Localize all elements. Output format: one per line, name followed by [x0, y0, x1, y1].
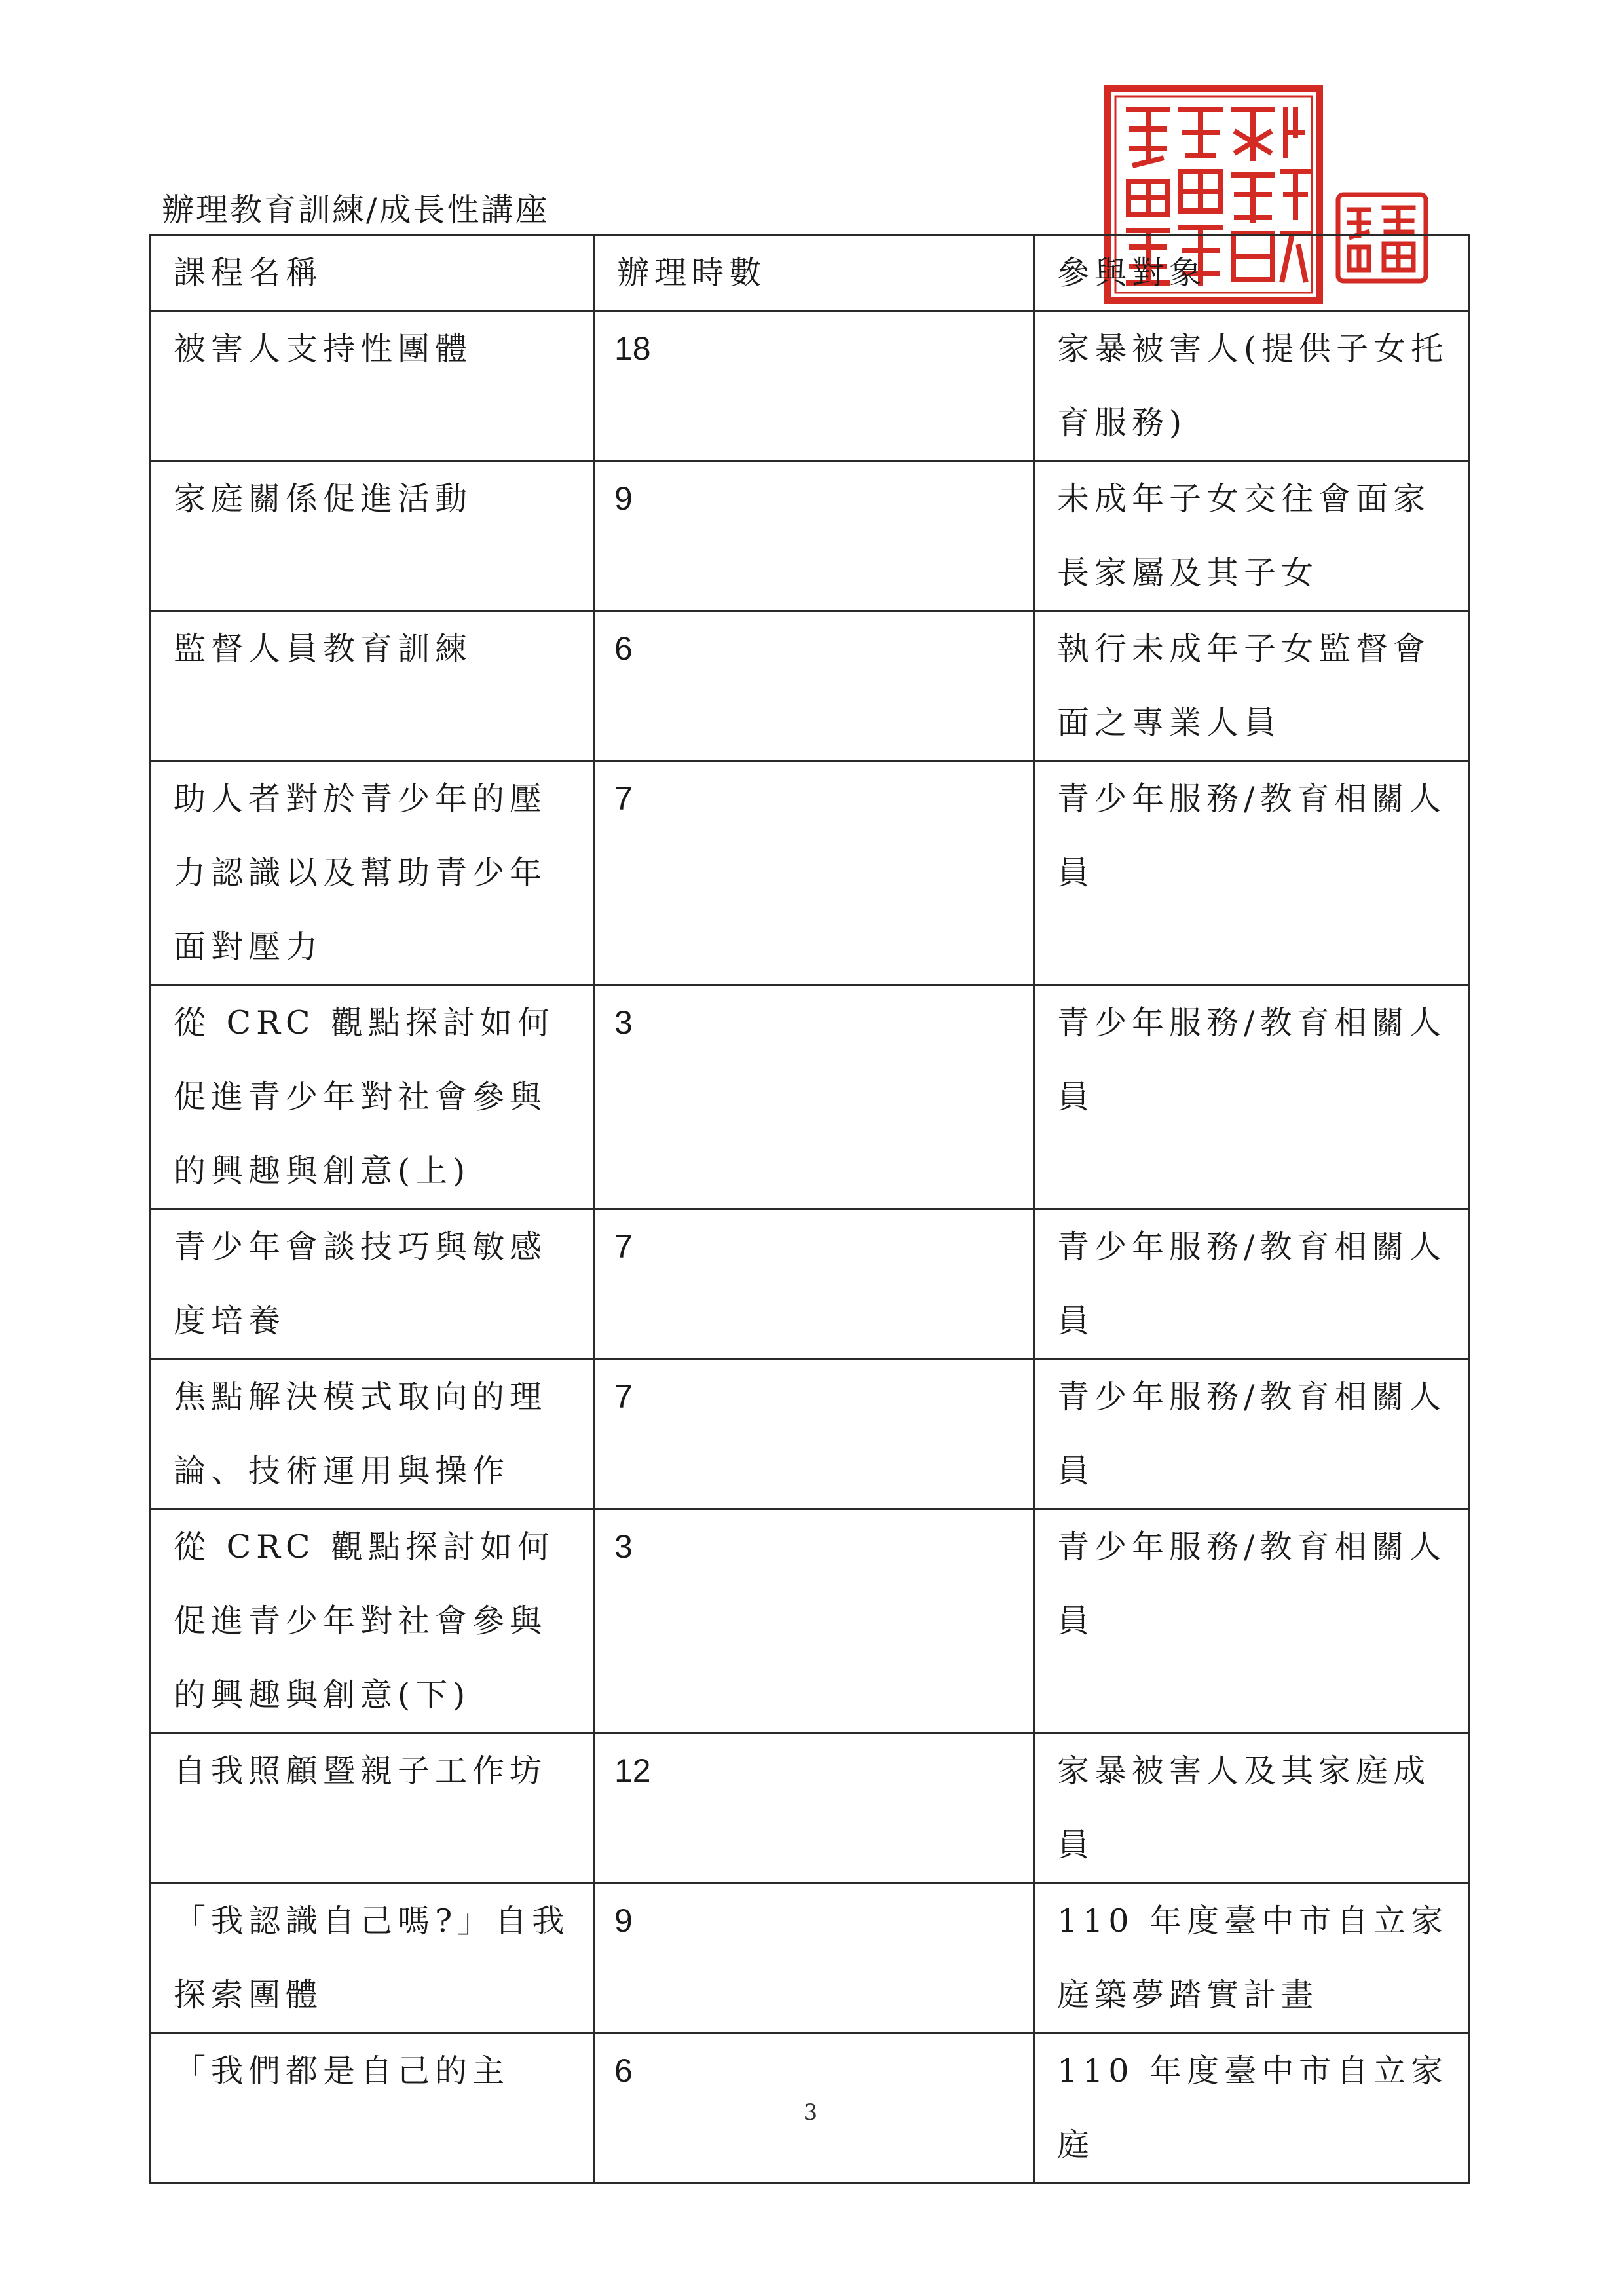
cell-course: 青少年會談技巧與敏感度培養 [151, 1209, 594, 1359]
cell-hours: 9 [594, 461, 1034, 611]
table-header-row [151, 235, 1470, 311]
cell-participants: 執行未成年子女監督會面之專業人員 [1034, 611, 1470, 761]
cell-course: 「我認識自己嗎?」自我探索團體 [151, 1883, 594, 2033]
cell-course: 「我們都是自己的主 [151, 2033, 594, 2183]
cell-hours: 12 [594, 1733, 1034, 1883]
cell-participants: 未成年子女交往會面家長家屬及其子女 [1034, 461, 1470, 611]
cell-course: 助人者對於青少年的壓力認識以及幫助青少年面對壓力 [151, 761, 594, 985]
cell-participants: 家暴被害人及其家庭成員 [1034, 1733, 1470, 1883]
cell-hours: 7 [594, 761, 1034, 985]
header-participants: 參與對象 [1034, 235, 1470, 311]
table-row [151, 461, 1470, 611]
cell-course: 焦點解決模式取向的理論、技術運用與操作 [151, 1359, 594, 1509]
cell-participants: 青少年服務/教育相關人員 [1034, 1509, 1470, 1733]
cell-participants: 家暴被害人(提供子女托育服務) [1034, 311, 1470, 461]
cell-hours: 6 [594, 2033, 1034, 2183]
table-row [151, 1509, 1470, 1733]
cell-hours: 18 [594, 311, 1034, 461]
cell-course: 從 CRC 觀點探討如何促進青少年對社會參與的興趣與創意(下) [151, 1509, 594, 1733]
cell-participants: 青少年服務/教育相關人員 [1034, 761, 1470, 985]
cell-hours: 7 [594, 1359, 1034, 1509]
cell-hours: 6 [594, 611, 1034, 761]
training-table [149, 234, 1470, 2184]
cell-hours: 7 [594, 1209, 1034, 1359]
table-row [151, 611, 1470, 761]
table-row [151, 1209, 1470, 1359]
cell-course: 監督人員教育訓練 [151, 611, 594, 761]
cell-course: 被害人支持性團體 [151, 311, 594, 461]
cell-participants: 青少年服務/教育相關人員 [1034, 1359, 1470, 1509]
page-number: 3 [803, 2099, 818, 2126]
cell-participants: 青少年服務/教育相關人員 [1034, 1209, 1470, 1359]
cell-hours: 3 [594, 1509, 1034, 1733]
table-row [151, 761, 1470, 985]
cell-hours: 3 [594, 985, 1034, 1209]
cell-participants: 110 年度臺中市自立家庭築夢踏實計畫 [1034, 1883, 1470, 2033]
table-row [151, 311, 1470, 461]
cell-course: 家庭關係促進活動 [151, 461, 594, 611]
table-row [151, 1883, 1470, 2033]
table-row [151, 1733, 1470, 1883]
section-title: 辦理教育訓練/成長性講座 [162, 191, 550, 229]
cell-hours: 9 [594, 1883, 1034, 2033]
cell-participants: 青少年服務/教育相關人員 [1034, 985, 1470, 1209]
header-course-name: 課程名稱 [151, 235, 594, 311]
table-row [151, 1359, 1470, 1509]
cell-course: 從 CRC 觀點探討如何促進青少年對社會參與的興趣與創意(上) [151, 985, 594, 1209]
table-row [151, 985, 1470, 1209]
cell-participants: 110 年度臺中市自立家庭 [1034, 2033, 1470, 2183]
header-hours: 辦理時數 [594, 235, 1034, 311]
cell-course: 自我照顧暨親子工作坊 [151, 1733, 594, 1883]
